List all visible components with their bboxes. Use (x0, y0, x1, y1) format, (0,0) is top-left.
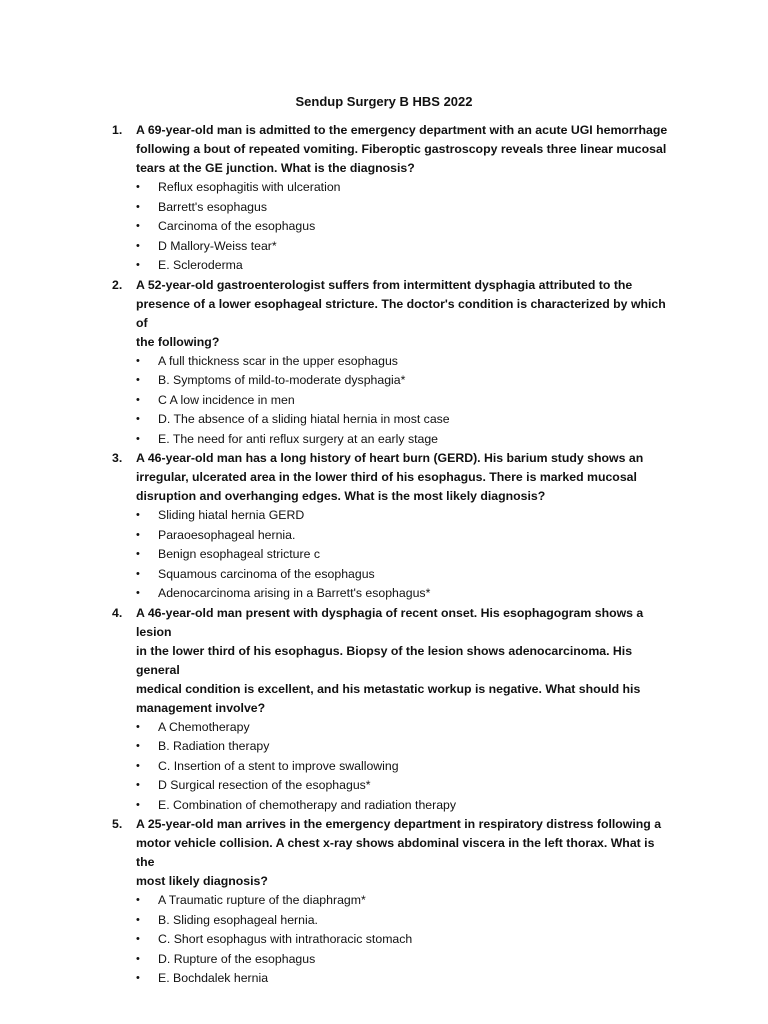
answer-option (136, 950, 672, 970)
answer-option (136, 545, 672, 565)
bullet-icon: • (136, 548, 140, 560)
answer-option (136, 217, 672, 237)
question-text-line: A 52-year-old gastroenterologist suffers from intermittent dysphagia attributed to the (136, 277, 633, 292)
answer-option (136, 776, 672, 796)
answer-option-label: C A low incidence in men (158, 392, 295, 407)
answer-option (136, 410, 672, 430)
answer-option (136, 237, 672, 257)
answer-option-label: E. Scleroderma (158, 258, 243, 272)
answer-options (136, 178, 672, 276)
question-text-line: A 25-year-old man arrives in the emergency department in respiratory distress following a (136, 817, 662, 831)
answer-option-label: Barrett's esophagus (158, 199, 267, 214)
answer-option-label: D. Rupture of the esophagus (158, 951, 316, 966)
answer-option-label: A Traumatic rupture of the diaphragm* (158, 893, 366, 907)
question-number: 2. (112, 277, 123, 292)
bullet-icon: • (136, 239, 140, 252)
question-text-line: tears at the GE junction. What is the diagnosis? (136, 161, 415, 175)
question-text-line: most likely diagnosis? (136, 874, 268, 888)
bullet-icon: • (136, 779, 140, 791)
bullet-icon: • (136, 220, 140, 232)
answer-option (136, 506, 672, 526)
question-list (112, 121, 672, 989)
question-text-line: irregular, ulcerated area in the lower third of his esophagus. There is marked mucosal (136, 470, 637, 484)
question-text-line: the following? (136, 334, 220, 349)
bullet-icon: • (136, 720, 140, 733)
answer-option-label: C. Short esophagus with intrathoracic stomach (158, 932, 413, 946)
answer-option (136, 737, 672, 757)
answer-options (136, 506, 672, 604)
answer-option-label: D. The absence of a sliding hiatal hernia in most case (158, 412, 450, 426)
answer-option (136, 891, 672, 911)
bullet-icon: • (136, 200, 140, 213)
answer-option-label: D Surgical resection of the esophagus* (158, 778, 371, 792)
question-number: 3. (112, 451, 123, 465)
question-text-line: medical condition is excellent, and his metastatic workup is negative. What should his (136, 681, 641, 696)
answer-option (136, 178, 672, 198)
answer-option-label: Paraoesophageal hernia. (158, 527, 296, 542)
answer-options (136, 718, 672, 816)
answer-option-label: Adenocarcinoma arising in a Barrett's esophagus* (158, 586, 431, 600)
bullet-icon: • (136, 798, 140, 811)
answer-option (136, 430, 672, 450)
bullet-icon: • (136, 952, 140, 965)
answer-options (136, 352, 672, 450)
question-text-line: A 46-year-old man present with dysphagia of recent onset. His esophagogram shows a lesion (136, 605, 644, 639)
answer-option-label: Benign esophageal stricture c (158, 547, 321, 561)
question-text-line: disruption and overhanging edges. What is the most likely diagnosis? (136, 489, 546, 503)
answer-option-label: B. Radiation therapy (158, 739, 270, 753)
answer-option (136, 796, 672, 816)
answer-option-label: C. Insertion of a stent to improve swallowing (158, 758, 399, 773)
answer-option (136, 718, 672, 738)
question-text-line: presence of a lower esophageal stricture. The doctor's condition is characterized by which of (136, 296, 666, 330)
bullet-icon: • (136, 432, 140, 445)
answer-option-label: E. The need for anti reflux surgery at an early stage (158, 431, 439, 446)
bullet-icon: • (136, 509, 140, 521)
answer-option-label: D Mallory-Weiss tear* (158, 238, 277, 253)
answer-option-label: A full thickness scar in the upper esophagus (158, 353, 398, 368)
answer-option (136, 256, 672, 276)
question-number: 4. (112, 605, 123, 620)
bullet-icon: • (136, 528, 140, 541)
bullet-icon: • (136, 972, 140, 984)
answer-option (136, 911, 672, 931)
answer-option (136, 352, 672, 372)
answer-option (136, 198, 672, 218)
bullet-icon: • (136, 913, 140, 926)
answer-option-label: Carcinoma of the esophagus (158, 219, 316, 233)
answer-option-label: E. Combination of chemotherapy and radiation therapy (158, 797, 457, 812)
answer-option (136, 930, 672, 950)
question-text-line: following a bout of repeated vomiting. Fiberoptic gastroscopy reveals three linear mucosal (136, 142, 667, 156)
answer-option-label: E. Bochdalek hernia (158, 971, 269, 985)
answer-option-label: Squamous carcinoma of the esophagus (158, 566, 375, 581)
answer-options (136, 891, 672, 989)
answer-option-label: B. Symptoms of mild-to-moderate dysphagia* (158, 373, 406, 387)
bullet-icon: • (136, 181, 140, 193)
question-1 (112, 121, 672, 276)
question-text-line: management involve? (136, 700, 266, 715)
question-number: 1. (112, 123, 123, 137)
answer-option-label: B. Sliding esophageal hernia. (158, 912, 318, 927)
bullet-icon: • (136, 354, 140, 367)
answer-option (136, 526, 672, 546)
question-text-line: in the lower third of his esophagus. Biopsy of the lesion shows adenocarcinoma. His general (136, 643, 633, 677)
question-3 (112, 449, 672, 604)
question-text-line: A 46-year-old man has a long history of heart burn (GERD). His barium study shows an (136, 451, 644, 465)
answer-option-label: Sliding hiatal hernia GERD (158, 508, 305, 522)
question-2 (112, 276, 672, 450)
bullet-icon: • (136, 894, 140, 906)
bullet-icon: • (136, 587, 140, 599)
question-4 (112, 604, 672, 816)
bullet-icon: • (136, 393, 140, 406)
document-title: Sendup Surgery B HBS 2022 (295, 94, 473, 109)
answer-option-label: A Chemotherapy (158, 719, 250, 734)
question-text-line: A 69-year-old man is admitted to the emergency department with an acute UGI hemorrhage (136, 123, 668, 137)
answer-option (136, 391, 672, 411)
answer-option (136, 969, 672, 989)
answer-option (136, 584, 672, 604)
bullet-icon: • (136, 413, 140, 425)
bullet-icon: • (136, 374, 140, 386)
question-5 (112, 815, 672, 989)
question-text-line: motor vehicle collision. A chest x-ray shows abdominal viscera in the left thorax. What is the (136, 836, 655, 869)
bullet-icon: • (136, 740, 140, 752)
bullet-icon: • (136, 933, 140, 945)
question-number: 5. (112, 817, 123, 831)
answer-option (136, 757, 672, 777)
answer-option (136, 565, 672, 585)
answer-option (136, 371, 672, 391)
bullet-icon: • (136, 259, 140, 271)
bullet-icon: • (136, 759, 140, 772)
answer-option-label: Reflux esophagitis with ulceration (158, 180, 341, 194)
bullet-icon: • (136, 567, 140, 580)
